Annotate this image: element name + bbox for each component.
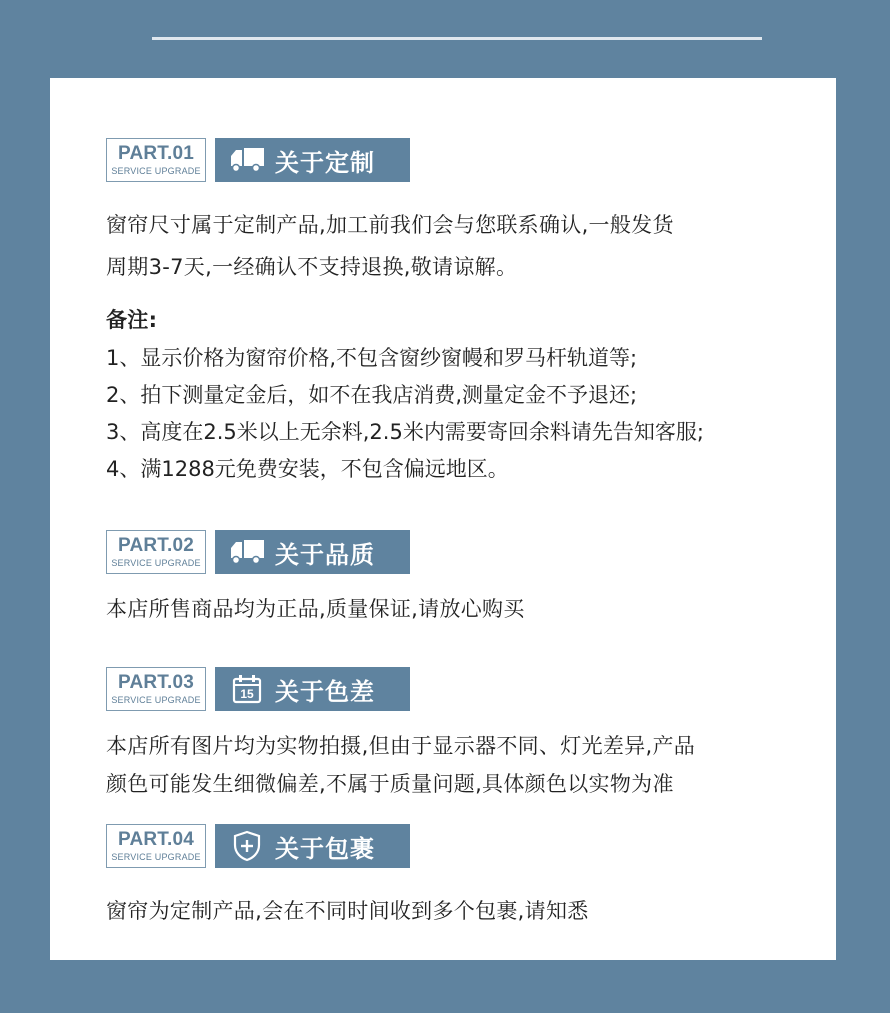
section-header xyxy=(106,824,589,870)
part-number: PART.02 xyxy=(117,534,195,556)
section-title-box xyxy=(215,667,410,711)
body-line: 窗帘为定制产品,会在不同时间收到多个包裹,请知悉 xyxy=(106,899,589,923)
part-number: PART.03 xyxy=(117,671,195,693)
body-line: 本店所售商品均为正品,质量保证,请放心购买 xyxy=(106,597,525,621)
part-badge xyxy=(106,138,206,182)
shield-plus-icon xyxy=(229,831,265,861)
note-item: 1、显示价格为窗帘价格,不包含窗纱窗幔和罗马杆轨道等; xyxy=(106,346,638,370)
part-badge xyxy=(106,824,206,868)
section-title: 关于包裹 xyxy=(275,834,375,863)
part-number: PART.01 xyxy=(117,142,195,164)
calendar-day: 15 xyxy=(240,687,254,701)
notes-list xyxy=(106,340,806,488)
part-subtitle: SERVICE UPGRADE xyxy=(111,851,201,862)
section-body xyxy=(106,727,695,803)
notes-title: 备注: xyxy=(106,308,158,332)
section-title-box xyxy=(215,138,410,182)
top-divider-line xyxy=(152,37,762,40)
delivery-truck-icon xyxy=(229,537,265,567)
part-badge xyxy=(106,667,206,711)
content-card xyxy=(50,78,836,960)
body-line: 周期3-7天,一经确认不支持退换,敬请谅解。 xyxy=(106,255,518,279)
section-title: 关于定制 xyxy=(275,148,375,177)
calendar-icon xyxy=(229,674,265,704)
section-title-box xyxy=(215,824,410,868)
body-line: 颜色可能发生细微偏差,不属于质量问题,具体颜色以实物为准 xyxy=(106,772,674,796)
delivery-truck-icon xyxy=(229,145,265,175)
section-header xyxy=(106,530,525,576)
section-body xyxy=(106,890,589,932)
note-item: 2、拍下测量定金后，如不在我店消费,测量定金不予退还; xyxy=(106,383,638,407)
section-title-box xyxy=(215,530,410,574)
section-body xyxy=(106,588,525,630)
part-badge xyxy=(106,530,206,574)
body-line: 本店所有图片均为实物拍摄,但由于显示器不同、灯光差异,产品 xyxy=(106,734,696,758)
section-header xyxy=(106,667,695,713)
part-subtitle: SERVICE UPGRADE xyxy=(111,557,201,568)
note-item: 3、高度在2.5米以上无余料,2.5米内需要寄回余料请先告知客服; xyxy=(106,420,704,444)
section-custom xyxy=(106,138,806,488)
section-body xyxy=(106,204,806,288)
section-title: 关于品质 xyxy=(275,540,375,569)
body-line: 窗帘尺寸属于定制产品,加工前我们会与您联系确认,一般发货 xyxy=(106,213,674,237)
section-title: 关于色差 xyxy=(275,677,375,706)
section-header xyxy=(106,138,806,184)
section-quality xyxy=(106,530,525,630)
note-item: 4、满1288元免费安装，不包含偏远地区。 xyxy=(106,457,509,481)
part-subtitle: SERVICE UPGRADE xyxy=(111,694,201,705)
part-subtitle: SERVICE UPGRADE xyxy=(111,165,201,176)
part-number: PART.04 xyxy=(117,828,195,850)
section-package xyxy=(106,824,589,932)
section-color-difference xyxy=(106,667,695,803)
